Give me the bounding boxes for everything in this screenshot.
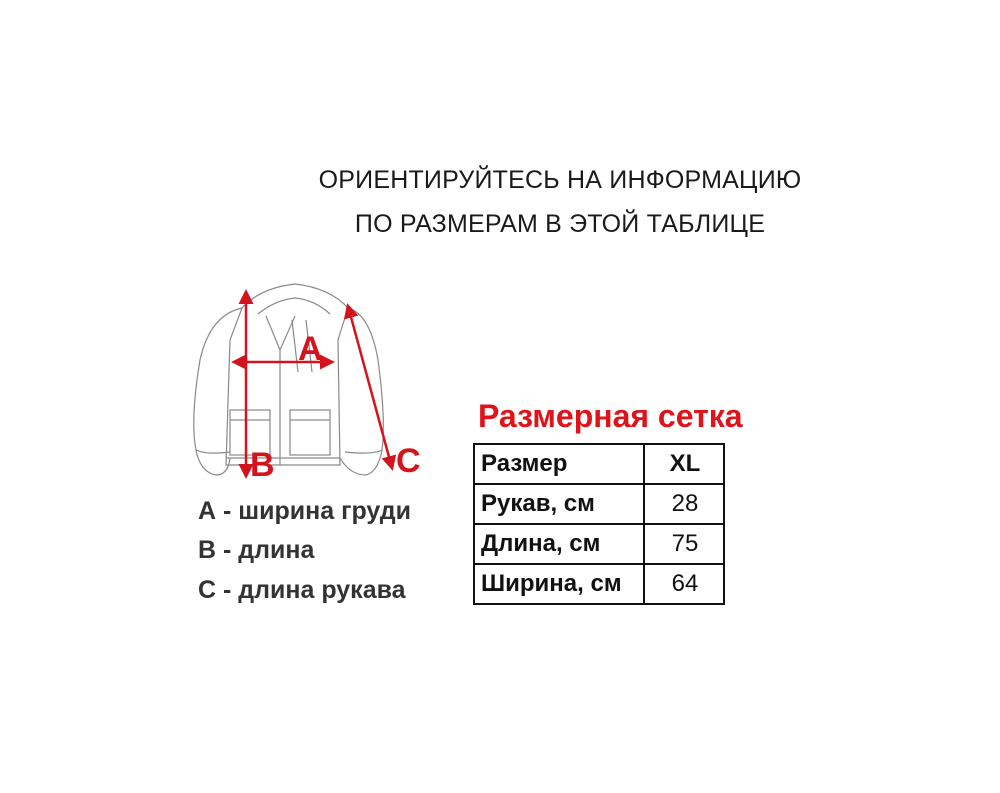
table-row — [474, 564, 724, 604]
table-row — [474, 524, 724, 564]
size-chart-title: Размерная сетка — [478, 398, 743, 434]
legend-chest-width: А - ширина груди — [198, 497, 411, 525]
heading-line-2: ПО РАЗМЕРАМ В ЭТОЙ ТАБЛИЦЕ — [354, 210, 766, 238]
row-value-length: 75 — [644, 524, 724, 564]
table-row-header — [474, 444, 724, 484]
table-row — [474, 484, 724, 524]
header-size-label: Размер — [474, 444, 644, 484]
row-value-width: 64 — [644, 564, 724, 604]
legend-sleeve-length: С - длина рукава — [198, 576, 406, 604]
row-label-width: Ширина, см — [474, 564, 644, 604]
size-table — [473, 443, 725, 605]
row-label-sleeve: Рукав, см — [474, 484, 644, 524]
row-value-sleeve: 28 — [644, 484, 724, 524]
legend-length: В - длина — [198, 536, 315, 564]
jacket-outline — [194, 284, 384, 475]
label-c: C — [396, 442, 421, 480]
jacket-measurement-diagram — [180, 280, 440, 495]
label-a: A — [298, 330, 323, 368]
row-label-length: Длина, см — [474, 524, 644, 564]
heading-line-1: ОРИЕНТИРУЙТЕСЬ НА ИНФОРМАЦИЮ — [318, 166, 802, 194]
label-b: B — [250, 446, 275, 484]
header-size-value: XL — [644, 444, 724, 484]
